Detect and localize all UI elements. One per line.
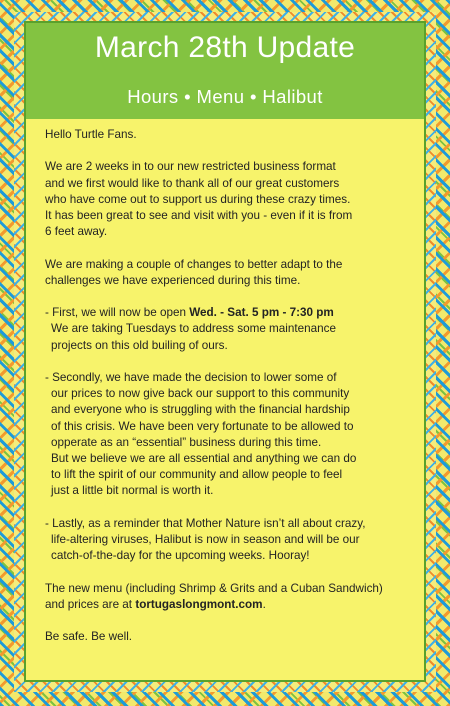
third-change: - Lastly, as a reminder that Mother Nature isn’t all about crazy, life-altering viruses, Halibut is now in season and will be our catch-of-the-day for the upcoming weeks. Hooray! <box>45 516 366 563</box>
first-change: - First, we will now be open Wed. - Sat. 5 pm - 7:30 pm We are taking Tuesdays to address some maintenance projects on this old builing of ours. <box>45 306 336 352</box>
letter-body <box>45 127 420 662</box>
website-link[interactable]: tortugaslongmont.com <box>135 597 263 611</box>
changes-paragraph: We are making a couple of changes to better adapt to the challenges we have experienced during this time. <box>45 257 343 287</box>
content-panel <box>26 23 424 680</box>
menu-paragraph: The new menu (including Shrimp & Grits and a Cuban Sandwich) and prices are at tortugaslongmont.com. <box>45 581 383 611</box>
closing-line: Be safe. Be well. <box>45 630 133 644</box>
header-banner <box>26 23 424 119</box>
second-change: - Secondly, we have made the decision to lower some of our prices to now give back our support to this community and everyone who is struggling with the financial hardship of this crisis. We have been very fortunate to be allowed to opperate as an “essential” business during this time. But we believe we are all essential and anything we can do to lift the spirit of our community and allow people to feel just a little bit normal is worth it. <box>45 370 357 498</box>
page-subtitle: Hours • Menu • Halibut <box>127 86 323 107</box>
page-title: March 28th Update <box>94 31 356 64</box>
open-hours: Wed. - Sat. 5 pm - 7:30 pm <box>189 306 334 320</box>
intro-paragraph: We are 2 weeks in to our new restricted business format and we first would like to thank all of our great customers who have come out to support us during these crazy times. It has been great to see and visit with you - even if it is from 6 feet away. <box>45 160 353 239</box>
greeting: Hello Turtle Fans. <box>45 128 137 141</box>
